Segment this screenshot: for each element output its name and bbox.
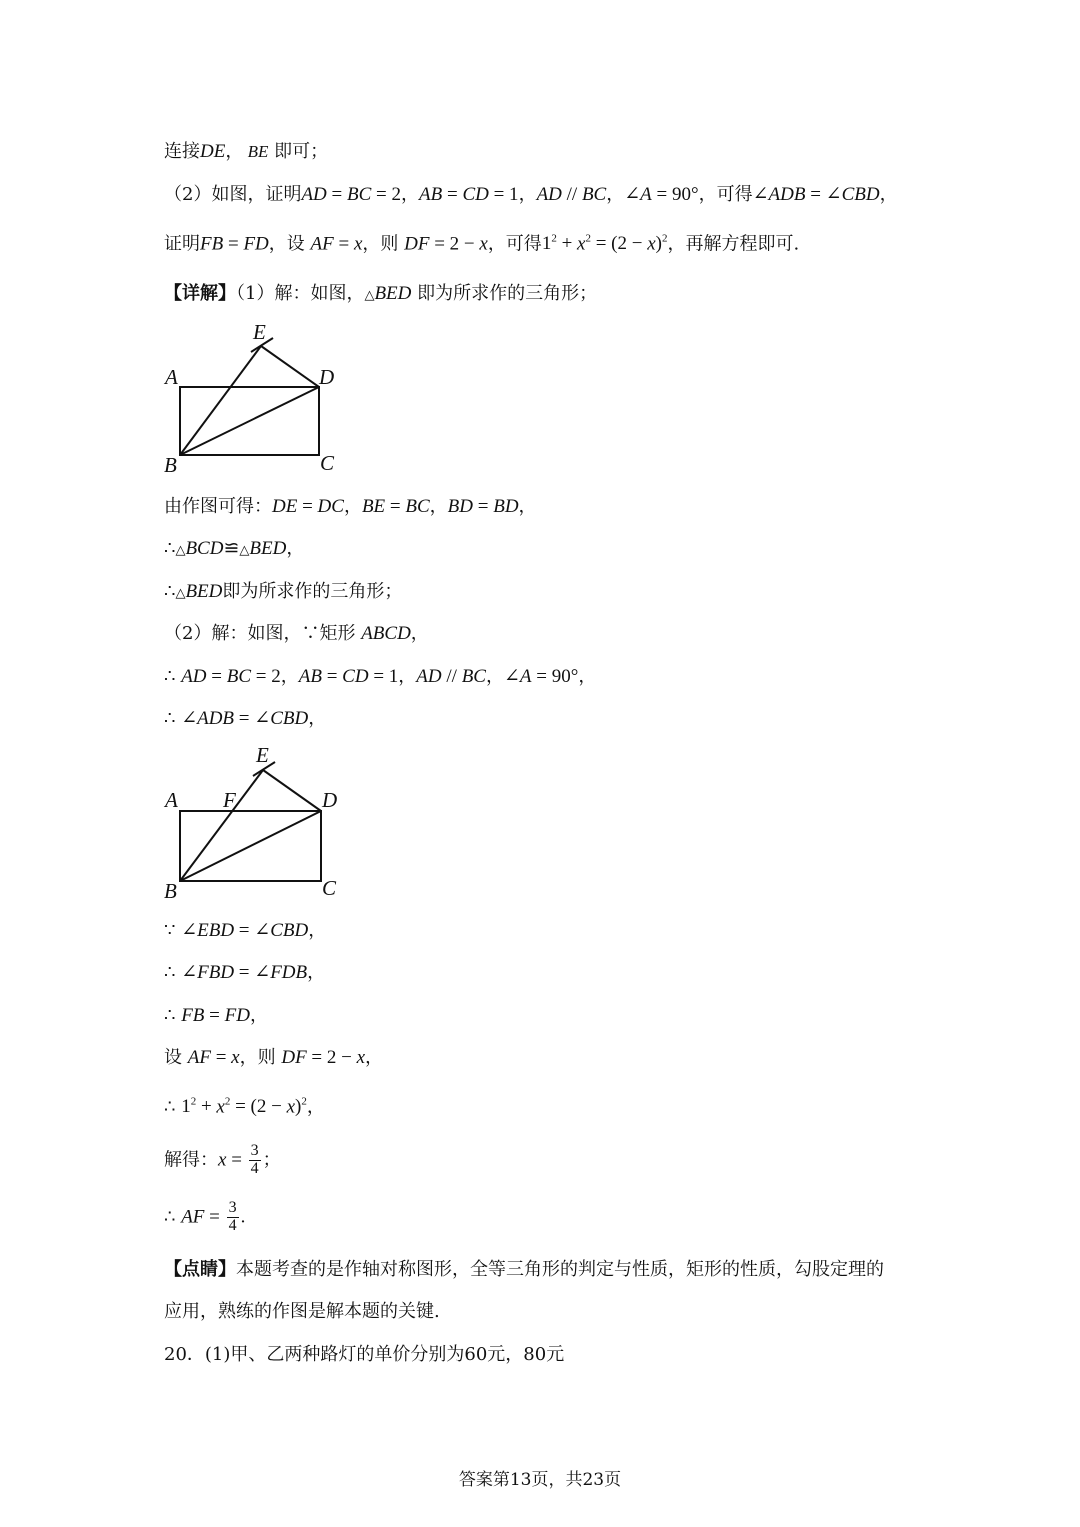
text-line-11: ∵ ∠EBD = ∠CBD， (164, 920, 327, 941)
segment-be-2 (180, 770, 263, 881)
diagonal-bd-2 (180, 811, 321, 881)
segment-de-2 (263, 770, 321, 811)
text-line-12: ∴ ∠FBD = ∠FDB， (164, 962, 326, 983)
label-a-2: A (165, 788, 178, 812)
text-line-19: 应用，熟练的作图是解本题的关键. (164, 1301, 440, 1322)
text-line-15: ∴ $1^2 + x^2 = (2 - x)^2$， (164, 1096, 325, 1118)
text-line-7: ∴△BED即为所求作的三角形； (164, 581, 403, 602)
fraction-3-4: $\frac{3}{4}$ (250, 1142, 259, 1177)
text-line-2: （2）如图，证明AD = BC = 2，AB = CD = 1，AD // BC，∠A = 90°，可得∠ADB = ∠CBD， (164, 184, 898, 205)
geometry-figure-1 (155, 318, 375, 483)
text-line-17: ∴ AF = $\frac{3}{4}$ . (164, 1199, 246, 1234)
label-b: B (164, 453, 177, 477)
diagonal-bd (180, 387, 319, 455)
text-line-14: 设 AF = x，则 DF = 2 − x， (164, 1047, 384, 1068)
text-line-4: 【详解】（1）解：如图，△BED 即为所求作的三角形； (164, 283, 598, 304)
text-line-10: ∴ ∠ADB = ∠CBD， (164, 708, 327, 729)
segment-de (261, 346, 319, 387)
text-line-1: 连接DE， BE 即可； (164, 141, 329, 162)
text-line-18: 【点睛】本题考查的是作轴对称图形，全等三角形的判定与性质，矩形的性质，勾股定理的 (164, 1259, 884, 1280)
segment-be (180, 346, 261, 455)
text-line-9: ∴ AD = BC = 2，AB = CD = 1，AD // BC，∠A = 90°， (164, 666, 597, 687)
label-c-2: C (322, 876, 337, 900)
text-line-3: 证明FB = FD，设 AF = x，则 DF = 2 − x，可得$1^2 + x^2 = (2 - x)^2$，再解方程即可. (164, 233, 800, 255)
text-line-16: 解得：x = $\frac{3}{4}$ ； (164, 1142, 281, 1177)
text-line-20: 20．(1)甲、乙两种路灯的单价分别为60元，80元 (164, 1344, 565, 1365)
label-e: E (253, 320, 266, 344)
text-line-8: （2）解：如图，∵矩形 ABCD， (164, 623, 429, 644)
text-line-5: 由作图可得：DE = DC，BE = BC，BD = BD， (164, 496, 537, 517)
text-line-13: ∴ FB = FD， (164, 1005, 268, 1026)
label-d-2: D (322, 788, 338, 812)
label-f-2: F (223, 788, 236, 812)
label-c: C (320, 451, 335, 475)
label-b-2: B (164, 879, 177, 903)
geometry-figure-2 (155, 740, 375, 905)
fraction-3-4-b: $\frac{3}{4}$ (228, 1199, 237, 1234)
page-footer: 答案第13页，共23页 (458, 1470, 622, 1490)
text-line-6: ∴△BCD≌△BED， (164, 538, 305, 559)
label-d: D (319, 365, 335, 389)
label-e-2: E (256, 743, 269, 767)
label-a: A (165, 365, 178, 389)
